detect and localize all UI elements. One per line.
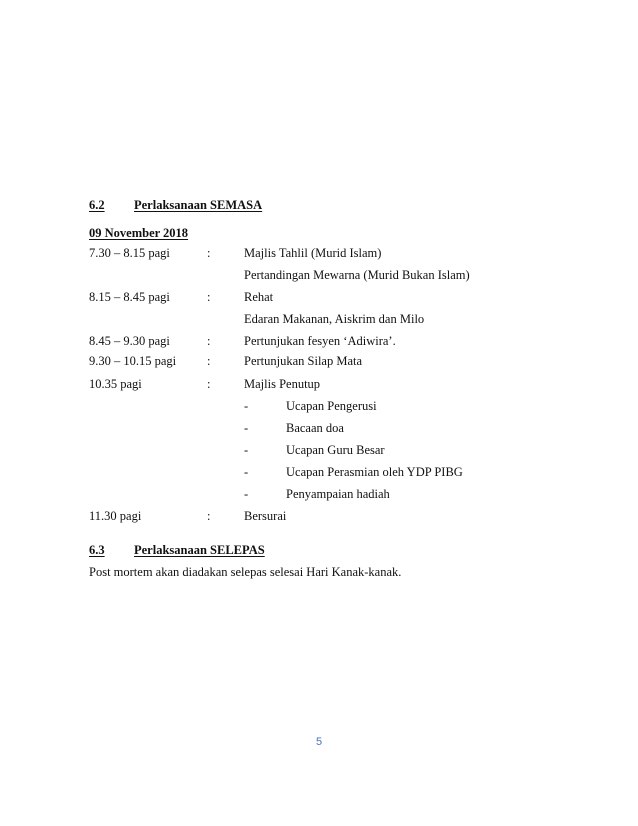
schedule-row [0,290,638,310]
section-number-6-2: 6.2 [89,198,105,212]
schedule-activity: Majlis Tahlil (Murid Islam) [244,246,382,260]
schedule-row [0,509,638,529]
schedule-row [0,246,638,266]
list-dash: - [244,443,249,457]
schedule-activity: Pertunjukan Silap Mata [244,354,363,368]
schedule-row [0,354,638,374]
sub-item-text: Ucapan Perasmian oleh YDP PIBG [286,465,463,479]
schedule-colon: : [207,509,211,523]
schedule-time: 8.45 – 9.30 pagi [89,334,170,348]
schedule-activity: Rehat [244,290,274,304]
section-title-6-2: Perlaksanaan SEMASA [134,198,263,212]
schedule-time: 7.30 – 8.15 pagi [89,246,170,260]
list-dash: - [244,399,249,413]
schedule-time: 10.35 pagi [89,377,142,391]
sub-list-item [0,421,638,441]
schedule-colon: : [207,290,211,304]
schedule-activity: Pertunjukan fesyen ‘Adiwira’. [244,334,396,348]
date-heading: 09 November 2018 [89,226,189,240]
schedule-row [0,312,638,332]
schedule-row [0,334,638,354]
schedule-time: 9.30 – 10.15 pagi [89,354,177,368]
schedule-activity: Edaran Makanan, Aiskrim dan Milo [244,312,425,326]
schedule-colon: : [207,354,211,368]
section-title-6-3: Perlaksanaan SELEPAS [134,543,265,557]
list-dash: - [244,421,249,435]
schedule-row [0,377,638,397]
sub-list-item [0,443,638,463]
schedule-colon: : [207,334,211,348]
sub-item-text: Bacaan doa [286,421,344,435]
schedule-row [0,268,638,288]
sub-list-item [0,399,638,419]
page-number: 5 [315,736,323,748]
schedule-activity: Pertandingan Mewarna (Murid Bukan Islam) [244,268,470,282]
schedule-time: 11.30 pagi [89,509,142,523]
schedule-colon: : [207,377,211,391]
schedule-time: 8.15 – 8.45 pagi [89,290,170,304]
list-dash: - [244,487,249,501]
section-6-3-paragraph: Post mortem akan diadakan selepas selesai Hari Kanak-kanak. [89,565,402,579]
section-number-6-3: 6.3 [89,543,105,557]
sub-item-text: Ucapan Pengerusi [286,399,377,413]
sub-item-text: Penyampaian hadiah [286,487,390,501]
sub-list-item [0,487,638,507]
sub-item-text: Ucapan Guru Besar [286,443,385,457]
sub-list-item [0,465,638,485]
schedule-activity: Majlis Penutup [244,377,321,391]
schedule-activity: Bersurai [244,509,287,523]
list-dash: - [244,465,249,479]
schedule-colon: : [207,246,211,260]
